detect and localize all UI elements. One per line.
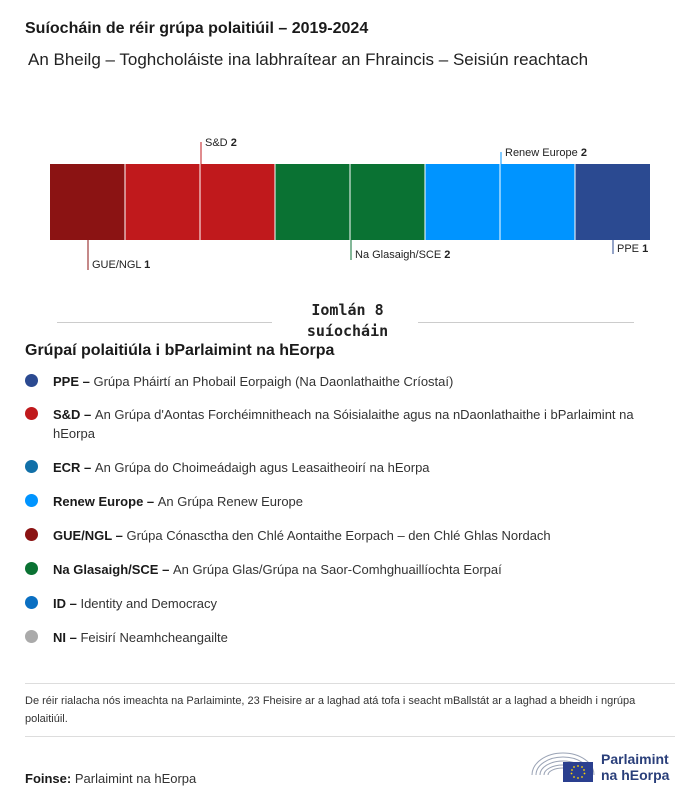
legend-color-dot-icon bbox=[25, 596, 38, 609]
total-seats bbox=[275, 300, 420, 342]
legend-color-dot-icon bbox=[25, 460, 38, 473]
legend-desc: An Grúpa Glas/Grúpa na Saor-Comhghuaillíochta Eorpaí bbox=[172, 562, 502, 577]
legend-text bbox=[53, 560, 502, 579]
legend-text bbox=[53, 372, 453, 391]
note-divider-top bbox=[25, 683, 675, 684]
legend-desc: Grúpa Pháirtí an Phobail Eorpaigh (Na Daonlathaithe Críostaí) bbox=[93, 374, 454, 389]
footnote: De réir rialacha nós imeachta na Parlaiminte, 23 Fheisire ar a laghad atá tofa i seacht mBallstát ar a laghad a bheidh i ngrúpa polaitiúil. bbox=[25, 695, 636, 725]
legend-item bbox=[25, 594, 675, 613]
source-line bbox=[25, 771, 196, 786]
legend-abbr: Na Glasaigh/SCE – bbox=[53, 562, 173, 577]
legend-color-dot-icon bbox=[25, 528, 38, 541]
legend-abbr: PPE – bbox=[53, 374, 94, 389]
bar-segment-gue-ngl bbox=[50, 164, 125, 240]
legend-abbr: Renew Europe – bbox=[53, 494, 158, 509]
legend-text bbox=[53, 458, 430, 477]
legend-item bbox=[25, 628, 675, 647]
logo-text-line1: Parlaimint bbox=[601, 751, 669, 767]
parliament-hemicycle-icon bbox=[530, 745, 600, 790]
source-value: Parlaimint na hEorpa bbox=[74, 771, 197, 786]
legend-item bbox=[25, 405, 675, 443]
legend-item bbox=[25, 560, 675, 579]
seat-chart bbox=[0, 130, 700, 290]
label-ppe: PPE 1 bbox=[617, 243, 649, 255]
logo-text-line2: na hEorpa bbox=[601, 767, 670, 783]
legend-abbr: ID – bbox=[53, 596, 81, 611]
legend-desc: Identity and Democracy bbox=[80, 596, 218, 611]
legend-item bbox=[25, 526, 675, 545]
label-na-glasaigh-sce: Na Glasaigh/SCE 2 bbox=[355, 249, 451, 261]
legend-text bbox=[53, 526, 551, 545]
total-seats-unit: suíocháin bbox=[306, 322, 389, 340]
legend-desc: An Grúpa Renew Europe bbox=[157, 494, 304, 509]
legend-abbr: GUE/NGL – bbox=[53, 528, 127, 543]
legend-color-dot-icon bbox=[25, 374, 38, 387]
source-label: Foinse: bbox=[25, 771, 72, 786]
legend-abbr: ECR – bbox=[53, 460, 95, 475]
label-s-d: S&D 2 bbox=[205, 137, 237, 149]
legend-color-dot-icon bbox=[25, 630, 38, 643]
label-gue-ngl: GUE/NGL 1 bbox=[92, 259, 151, 271]
total-divider-right bbox=[418, 322, 634, 323]
legend-desc: Feisirí Neamhcheangailte bbox=[80, 630, 228, 645]
total-divider-left bbox=[57, 322, 272, 323]
legend-item bbox=[25, 458, 675, 477]
label-renew-europe: Renew Europe 2 bbox=[505, 147, 587, 159]
legend-desc: An Grúpa d'Aontas Forchéimnitheach na Sóisialaithe agus na nDaonlathaithe i bParlaimint na hEorpa bbox=[53, 407, 634, 441]
chart-title: Suíocháin de réir grúpa polaitiúil – 2019-2024 bbox=[25, 20, 369, 37]
bar-segment-ppe bbox=[575, 164, 650, 240]
european-parliament-logo bbox=[530, 745, 680, 790]
legend-color-dot-icon bbox=[25, 562, 38, 575]
legend-abbr: NI – bbox=[53, 630, 81, 645]
legend-color-dot-icon bbox=[25, 407, 38, 420]
legend-text bbox=[53, 628, 228, 647]
note-divider-bottom bbox=[25, 736, 675, 737]
legend-abbr: S&D – bbox=[53, 407, 95, 422]
legend-title: Grúpaí polaitiúla i bParlaimint na hEorpa bbox=[25, 342, 335, 359]
legend-item bbox=[25, 492, 675, 511]
legend-text bbox=[53, 594, 217, 613]
legend-desc: An Grúpa do Choimeádaigh agus Leasaitheoirí na hEorpa bbox=[94, 460, 430, 475]
chart-subtitle: An Bheilg – Toghcholáiste ina labhraítear an Fhraincis – Seisiún reachtach bbox=[28, 50, 589, 69]
legend-text bbox=[53, 492, 303, 511]
total-seats-count: Iomlán 8 bbox=[311, 301, 384, 319]
legend-text bbox=[53, 405, 675, 443]
legend-desc: Grúpa Cónasctha den Chlé Aontaithe Eorpach – den Chlé Ghlas Nordach bbox=[126, 528, 551, 543]
legend-color-dot-icon bbox=[25, 494, 38, 507]
legend-item bbox=[25, 372, 675, 391]
